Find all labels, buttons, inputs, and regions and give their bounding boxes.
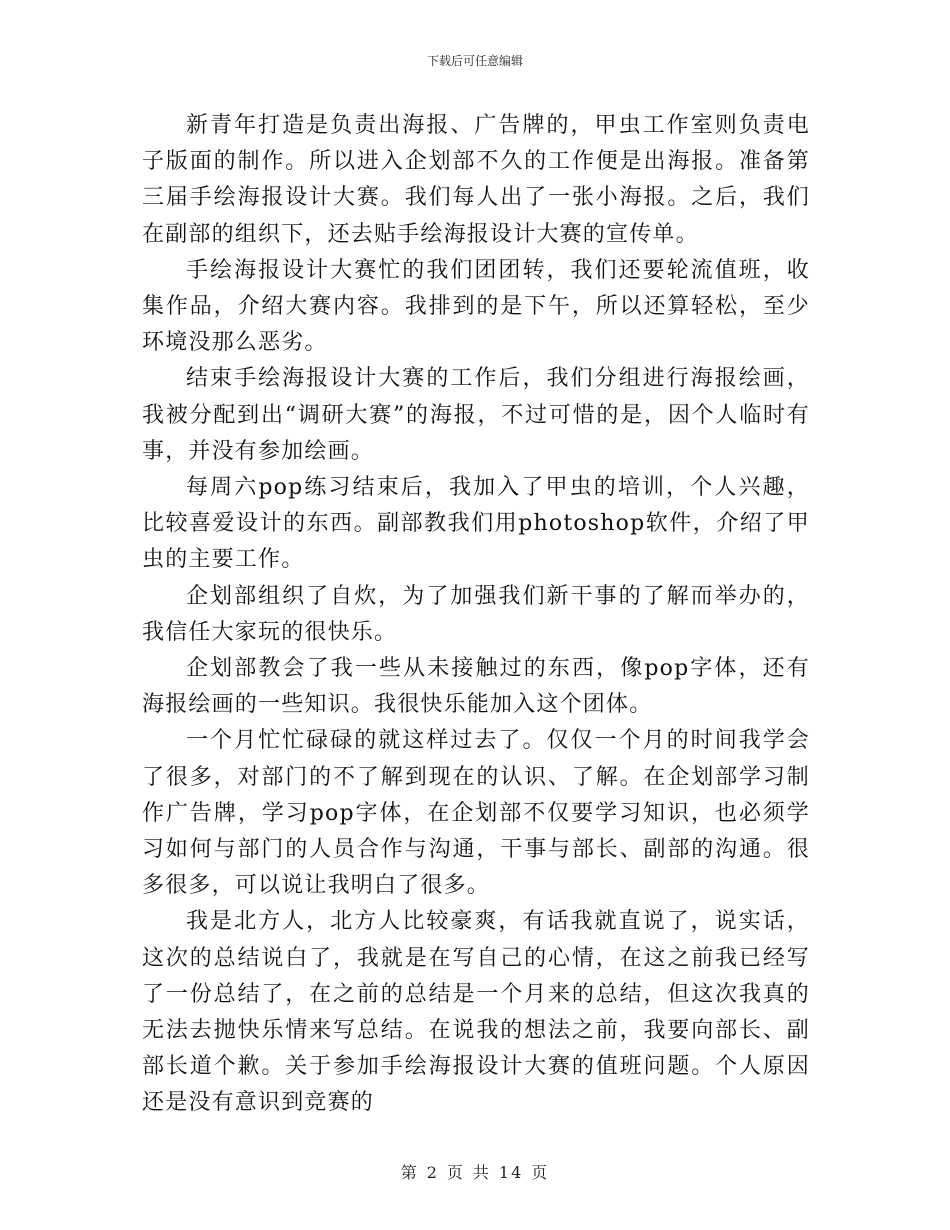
paragraph-6: 企划部教会了我一些从未接触过的东西，像pop字体，还有海报绘画的一些知识。我很快乐能加入这个团体。 — [142, 656, 810, 718]
footer-current-page: 2 — [426, 1163, 439, 1182]
page-footer — [0, 1160, 950, 1183]
footer-page-unit: 页 — [446, 1163, 465, 1182]
footer-total-unit: 页 — [531, 1163, 550, 1182]
page-header: 下载后可任意编辑 — [426, 54, 523, 68]
footer-prefix: 第 — [400, 1163, 419, 1182]
document-body — [142, 108, 810, 1122]
paragraph-8: 我是北方人，北方人比较豪爽，有话我就直说了，说实话，这次的总结说白了，我就是在写自己的心情，在这之前我已经写了一份总结了，在之前的总结是一个月来的总结，但这次我真的无法去抛快乐情来写总结。在说我的想法之前，我要向部长、副部长道个歉。关于参加手绘海报设计大赛的值班问题。个人原因还是没有意识到竞赛的 — [142, 909, 810, 1116]
footer-total-word: 共 — [472, 1163, 491, 1182]
footer-total-pages: 14 — [498, 1163, 524, 1182]
paragraph-5: 企划部组织了自炊，为了加强我们新干事的了解而举办的，我信任大家玩的很快乐。 — [142, 583, 810, 645]
paragraph-4: 每周六pop练习结束后，我加入了甲虫的培训，个人兴趣，比较喜爱设计的东西。副部教我们用photoshop软件，介绍了甲虫的主要工作。 — [142, 475, 810, 573]
paragraph-2: 手绘海报设计大赛忙的我们团团转，我们还要轮流值班，收集作品，介绍大赛内容。我排到的是下午，所以还算轻松，至少环境没那么恶劣。 — [142, 257, 810, 356]
paragraph-3: 结束手绘海报设计大赛的工作后，我们分组进行海报绘画，我被分配到出“调研大赛”的海报，不过可惜的是，因个人临时有事，并没有参加绘画。 — [142, 366, 810, 464]
paragraph-1: 新青年打造是负责出海报、广告牌的，甲虫工作室则负责电子版面的制作。所以进入企划部不久的工作便是出海报。准备第三届手绘海报设计大赛。我们每人出了一张小海报。之后，我们在副部的组织下，还去贴手绘海报设计大赛的宣传单。 — [142, 113, 810, 247]
paragraph-7: 一个月忙忙碌碌的就这样过去了。仅仅一个月的时间我学会了很多，对部门的不了解到现在的认识、了解。在企划部学习制作广告牌，学习pop字体，在企划部不仅要学习知识，也必须学习如何与部门的人员合作与沟通，干事与部长、副部的沟通。很多很多，可以说让我明白了很多。 — [142, 728, 810, 899]
